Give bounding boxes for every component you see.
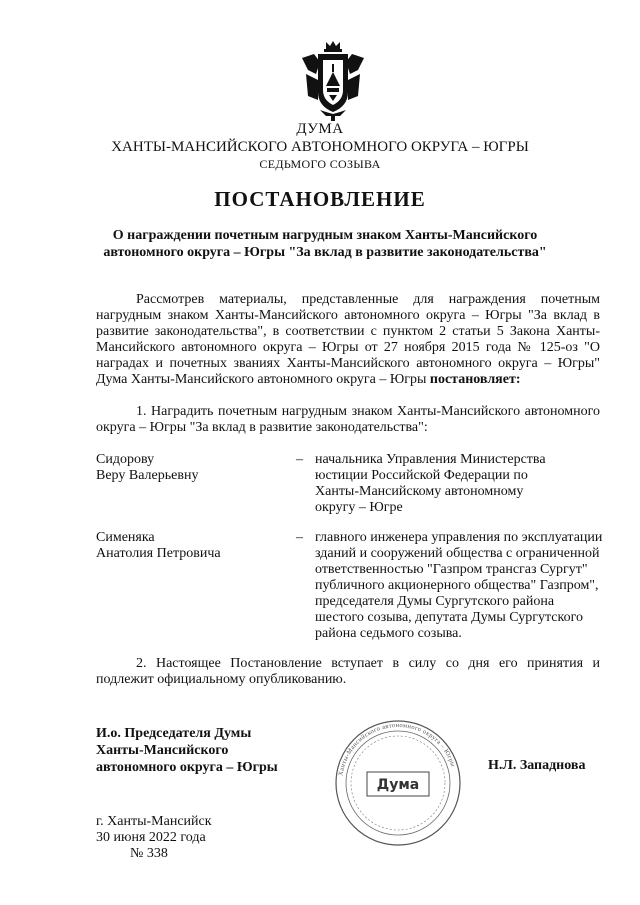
awardee-1-dash: – <box>296 452 303 467</box>
awardee-2-given-names: Анатолия Петровича <box>96 546 221 561</box>
org-name-line2: ХАНТЫ-МАНСИЙСКОГО АВТОНОМНОГО ОКРУГА – ЮГРЫ <box>111 139 529 155</box>
issue-date: 30 июня 2022 года <box>96 830 206 845</box>
issue-city: г. Ханты-Мансийск <box>96 814 212 829</box>
document-subject: О награждении почетным нагрудным знаком Ханты-Мансийского автономного округа – Югры "За вклад в развитие законодательства" <box>103 228 547 260</box>
signatory-title-line3: автономного округа – Югры <box>96 760 278 775</box>
preamble-paragraph <box>96 292 600 388</box>
issue-place-date <box>96 814 212 846</box>
awardee-2-dash: – <box>296 530 303 545</box>
resolution-verb: постановляет: <box>429 372 521 387</box>
document-type-title: ПОСТАНОВЛЕНИЕ <box>214 187 426 211</box>
awardee-1-name <box>96 452 276 484</box>
preamble-text: Рассмотрев материалы, представленные для награждения почетным нагрудным знаком Ханты-Мансийского автономного округа – Югры "За вклад в развитие законодательства", в соответствии с пунктом 2 статьи 5 Закона Ханты-Мансийского автономного округа – Югры от 27 ноября 2015 года № 125-оз "О наградах и почетных званиях Ханты-Мансийского автономного округа – Югры" Дума Ханты-Мансийского автономного округа – Югры <box>96 292 600 387</box>
seal-ring-text: Ханты-Мансийского автономного округа – Югры <box>337 721 457 777</box>
awardee-1-given-names: Веру Валерьевну <box>96 468 199 483</box>
signatory-title <box>96 725 346 776</box>
awardee-1-position: начальника Управления Министерства юстиции Российской Федерации по Ханты-Мансийскому автономному округу – Югре <box>315 452 546 515</box>
seal-center-text: Дума <box>376 777 420 793</box>
clause-2-paragraph: 2. Настоящее Постановление вступает в силу со дня его принятия и подлежит официальному опубликованию. <box>96 656 600 687</box>
signer-name: Н.Л. Западнова <box>488 758 586 773</box>
official-seal-stamp <box>333 718 463 848</box>
org-name-line1: ДУМА <box>296 121 344 137</box>
document-number: № 338 <box>130 846 168 861</box>
awardee-2-position: главного инженера управления по эксплуатации зданий и сооружений общества с ограниченной ответственностью "Газпром трансгаз Сургут" публичного акционерного общества" Газпром", председателя Думы Сургутского района шестого созыва, депутата Думы Сургутского района седьмого созыва. <box>315 530 603 641</box>
awardee-2-name <box>96 530 276 562</box>
awardee-2-surname: Сименяка <box>96 530 155 545</box>
clause-1-paragraph: 1. Наградить почетным нагрудным знаком Ханты-Мансийского автономного округа – Югры "За вклад в развитие законодательства": <box>96 404 600 435</box>
signatory-title-line2: Ханты-Мансийского <box>96 743 229 758</box>
awardee-1-surname: Сидорову <box>96 452 155 467</box>
coat-of-arms-emblem <box>296 40 370 122</box>
signatory-title-line1: И.о. Председателя Думы <box>96 726 252 741</box>
org-convocation: СЕДЬМОГО СОЗЫВА <box>259 157 381 171</box>
